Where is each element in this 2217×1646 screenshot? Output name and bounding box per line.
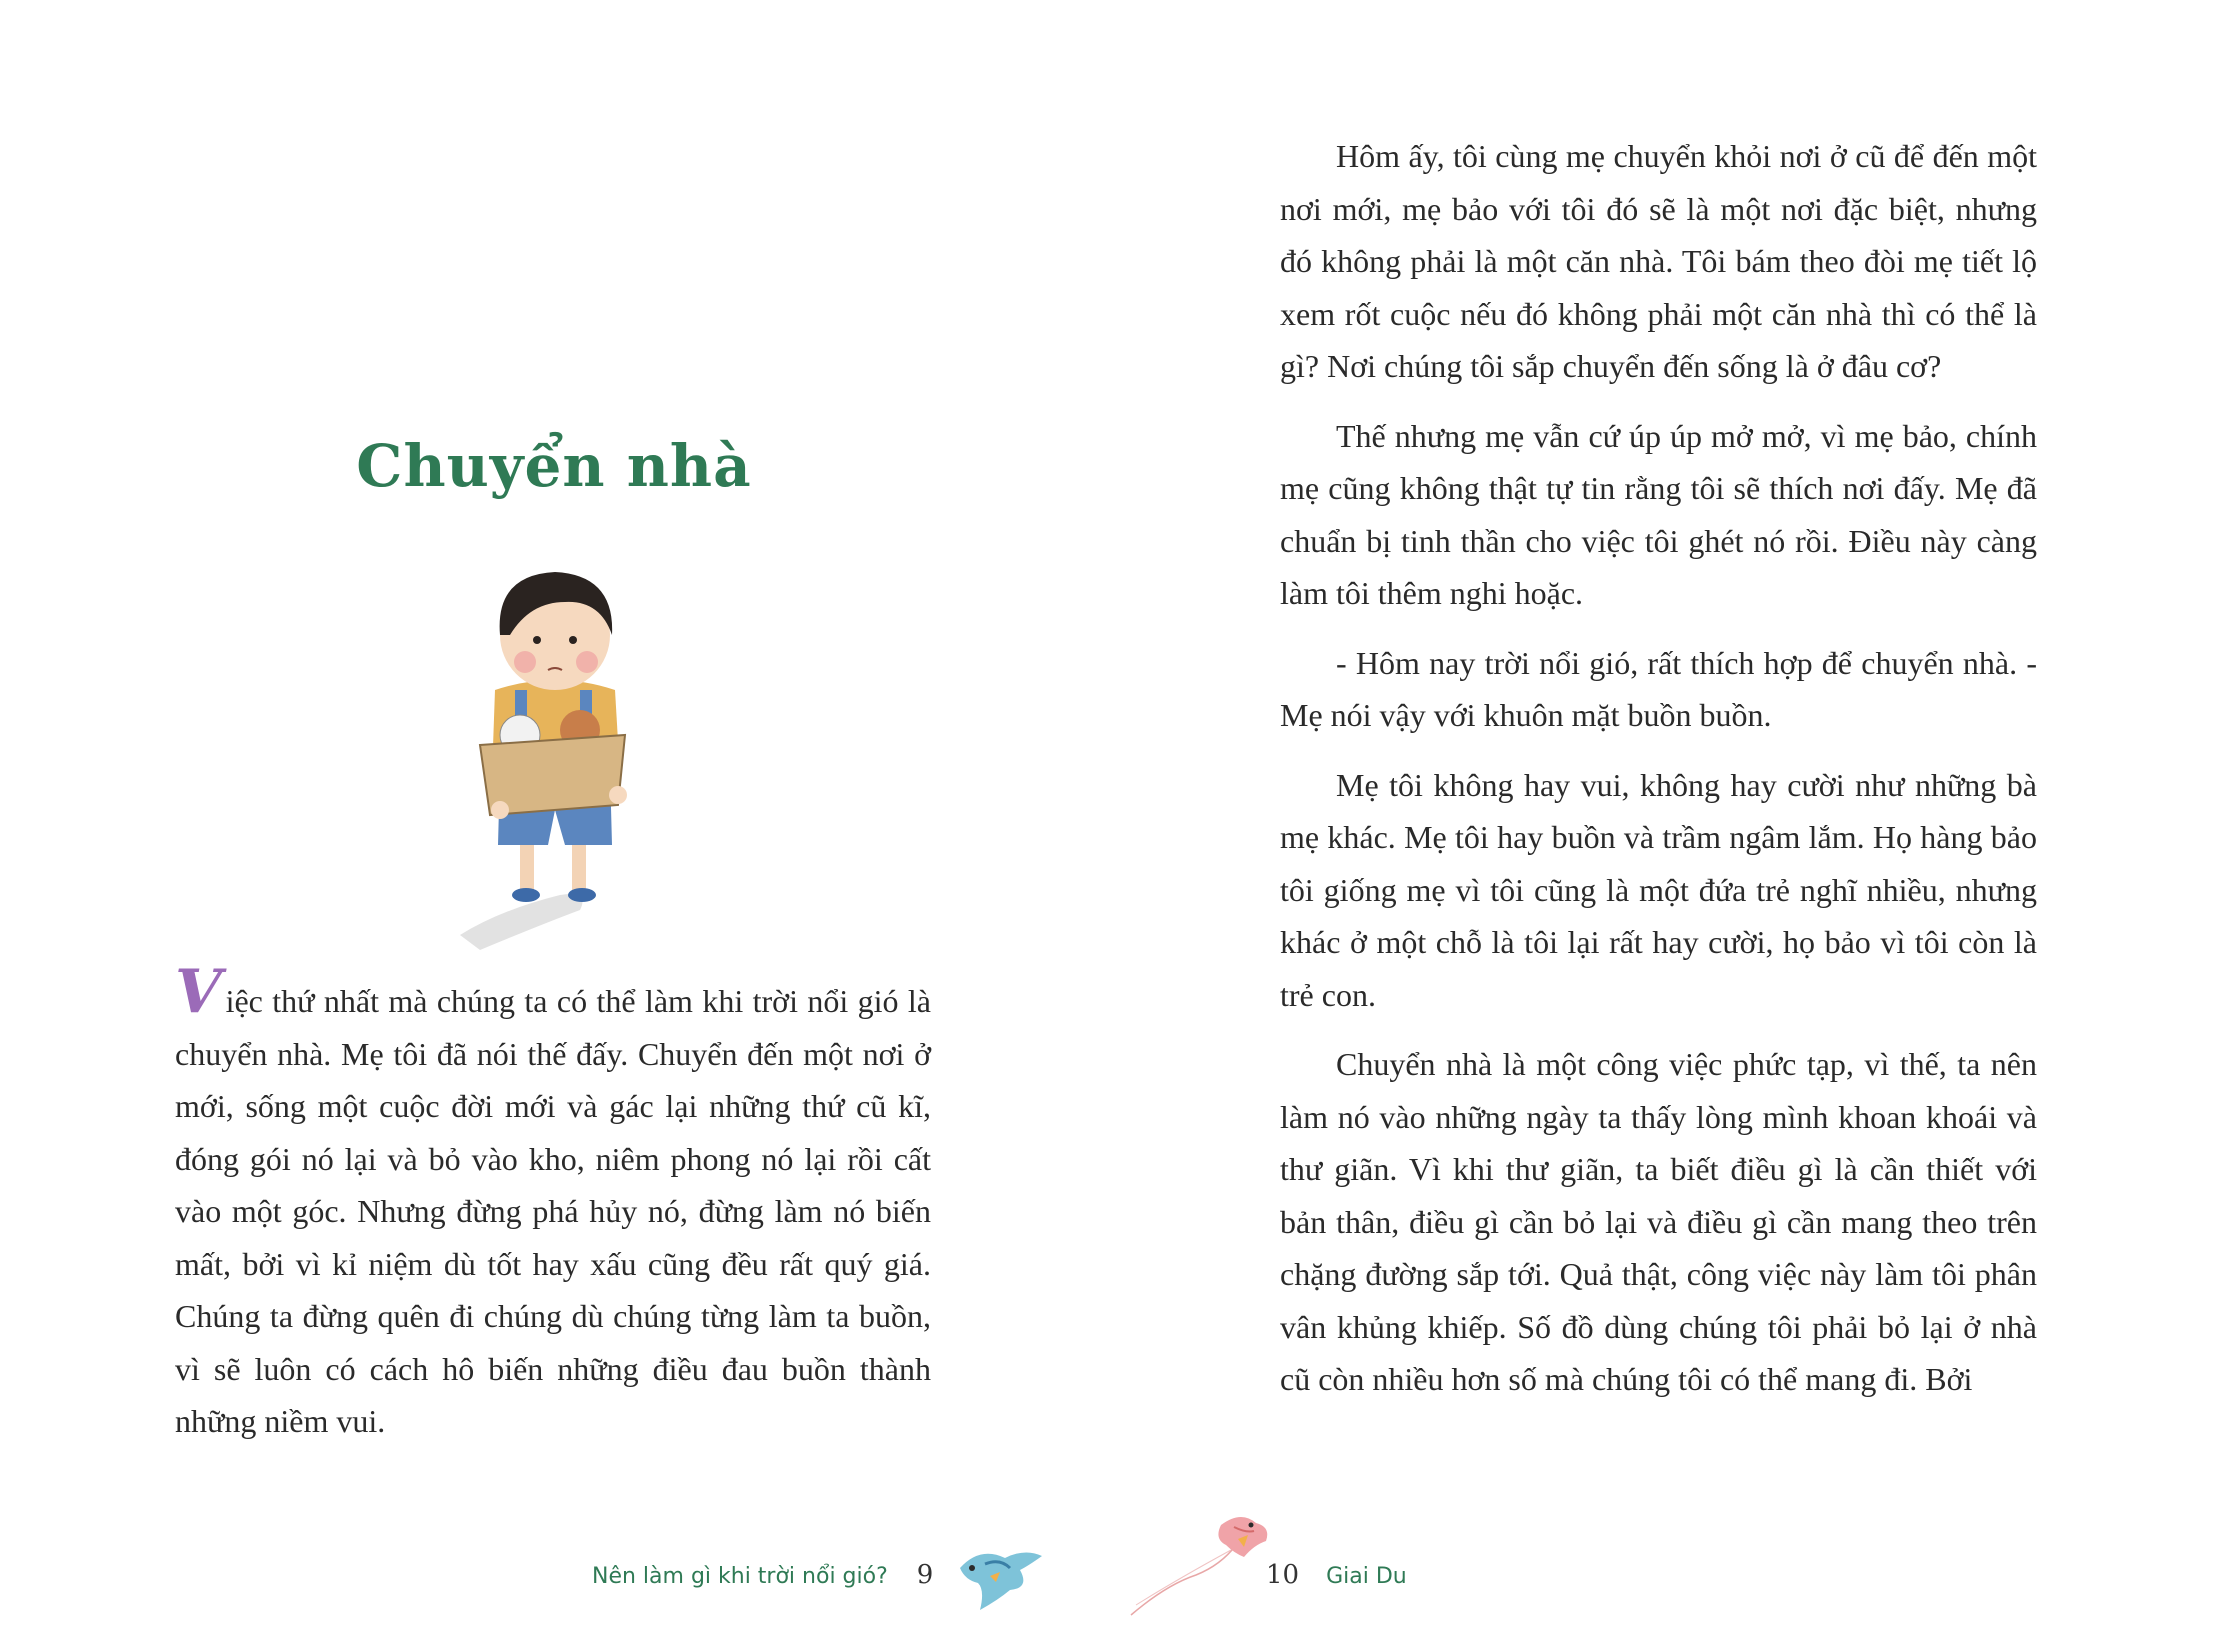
right-page (1108, 0, 2217, 1646)
paragraph-5: Chuyển nhà là một công việc phức tạp, vì thế, ta nên làm nó vào những ngày ta thấy lòng mình khoan khoái và thư giãn. Vì khi thư giãn, ta biết điều gì là cần thiết với bản thân, điều gì cần bỏ lại và điều gì cần mang theo trên chặng đường sắp tới. Quả thật, công việc này làm tôi phân vân khủng khiếp. Số đồ dùng chúng tôi phải bỏ lại ở nhà cũ còn nhiều hơn số mà chúng tôi có thể mang đi. Bởi (1280, 1046, 2037, 1397)
page-number-right: 10 (1266, 1560, 1300, 1590)
page-number-left: 9 (916, 1560, 934, 1590)
kite-bird-icon (1126, 1505, 1276, 1625)
drop-cap: V (175, 957, 222, 1027)
paragraph-3: - Hôm nay trời nổi gió, rất thích hợp để chuyển nhà. - Mẹ nói vậy với khuôn mặt buồn buồn. (1280, 644, 2037, 733)
paragraph-2: Thế nhưng mẹ vẫn cứ úp úp mở mở, vì mẹ bảo, chính mẹ cũng không thật tự tin rằng tôi sẽ thích nơi đấy. Mẹ đã chuẩn bị tinh thần cho việc tôi ghét nó rồi. Điều này càng làm tôi thêm nghi hoặc. (1280, 417, 2037, 611)
left-paragraph: iệc thứ nhất mà chúng ta có thể làm khi trời nổi gió là chuyển nhà. Mẹ tôi đã nói thế đấy. Chuyển đến một nơi ở mới, sống một cuộc đời mới và gác lại những thứ cũ kĩ, đóng gói nó lại và bỏ vào kho, niêm phong nó lại rồi cất vào một góc. Nhưng đừng phá hủy nó, đừng làm nó biến mất, bởi vì kỉ niệm dù tốt hay xấu cũng đều rất quý giá. Chúng ta đừng quên đi chúng dù chúng từng làm ta buồn, vì sẽ luôn có cách hô biến những điều đau buồn thành những niềm vui. (175, 983, 931, 1439)
chapter-title: Chuyển nhà (356, 432, 752, 500)
paragraph-4: Mẹ tôi không hay vui, không hay cười như những bà mẹ khác. Mẹ tôi hay buồn và trầm ngâm lắm. Họ hàng bảo tôi giống mẹ vì tôi cũng là một đứa trẻ nghĩ nhiều, nhưng khác ở một chỗ là tôi lại rất hay cười, họ bảo vì tôi còn là trẻ con. (1280, 766, 2037, 1013)
right-body-text (1280, 130, 2037, 1423)
left-footer (592, 1560, 933, 1590)
footer-book-title: Nên làm gì khi trời nổi gió? (592, 1564, 888, 1589)
left-body-text (175, 957, 931, 1448)
paragraph-1: Hôm ấy, tôi cùng mẹ chuyển khỏi nơi ở cũ để đến một nơi mới, mẹ bảo với tôi đó sẽ là một nơi đặc biệt, nhưng đó không phải là một căn nhà. Tôi bám theo đòi mẹ tiết lộ xem rốt cuộc nếu đó không phải một căn nhà thì có thể là gì? Nơi chúng tôi sắp chuyển đến sống là ở đâu cơ? (1280, 138, 2037, 384)
left-page (0, 0, 1108, 1646)
boy-with-box-illustration (440, 540, 670, 960)
blue-bird-icon (950, 1528, 1050, 1618)
right-footer (1266, 1560, 1407, 1590)
footer-author: Giai Du (1326, 1564, 1407, 1589)
